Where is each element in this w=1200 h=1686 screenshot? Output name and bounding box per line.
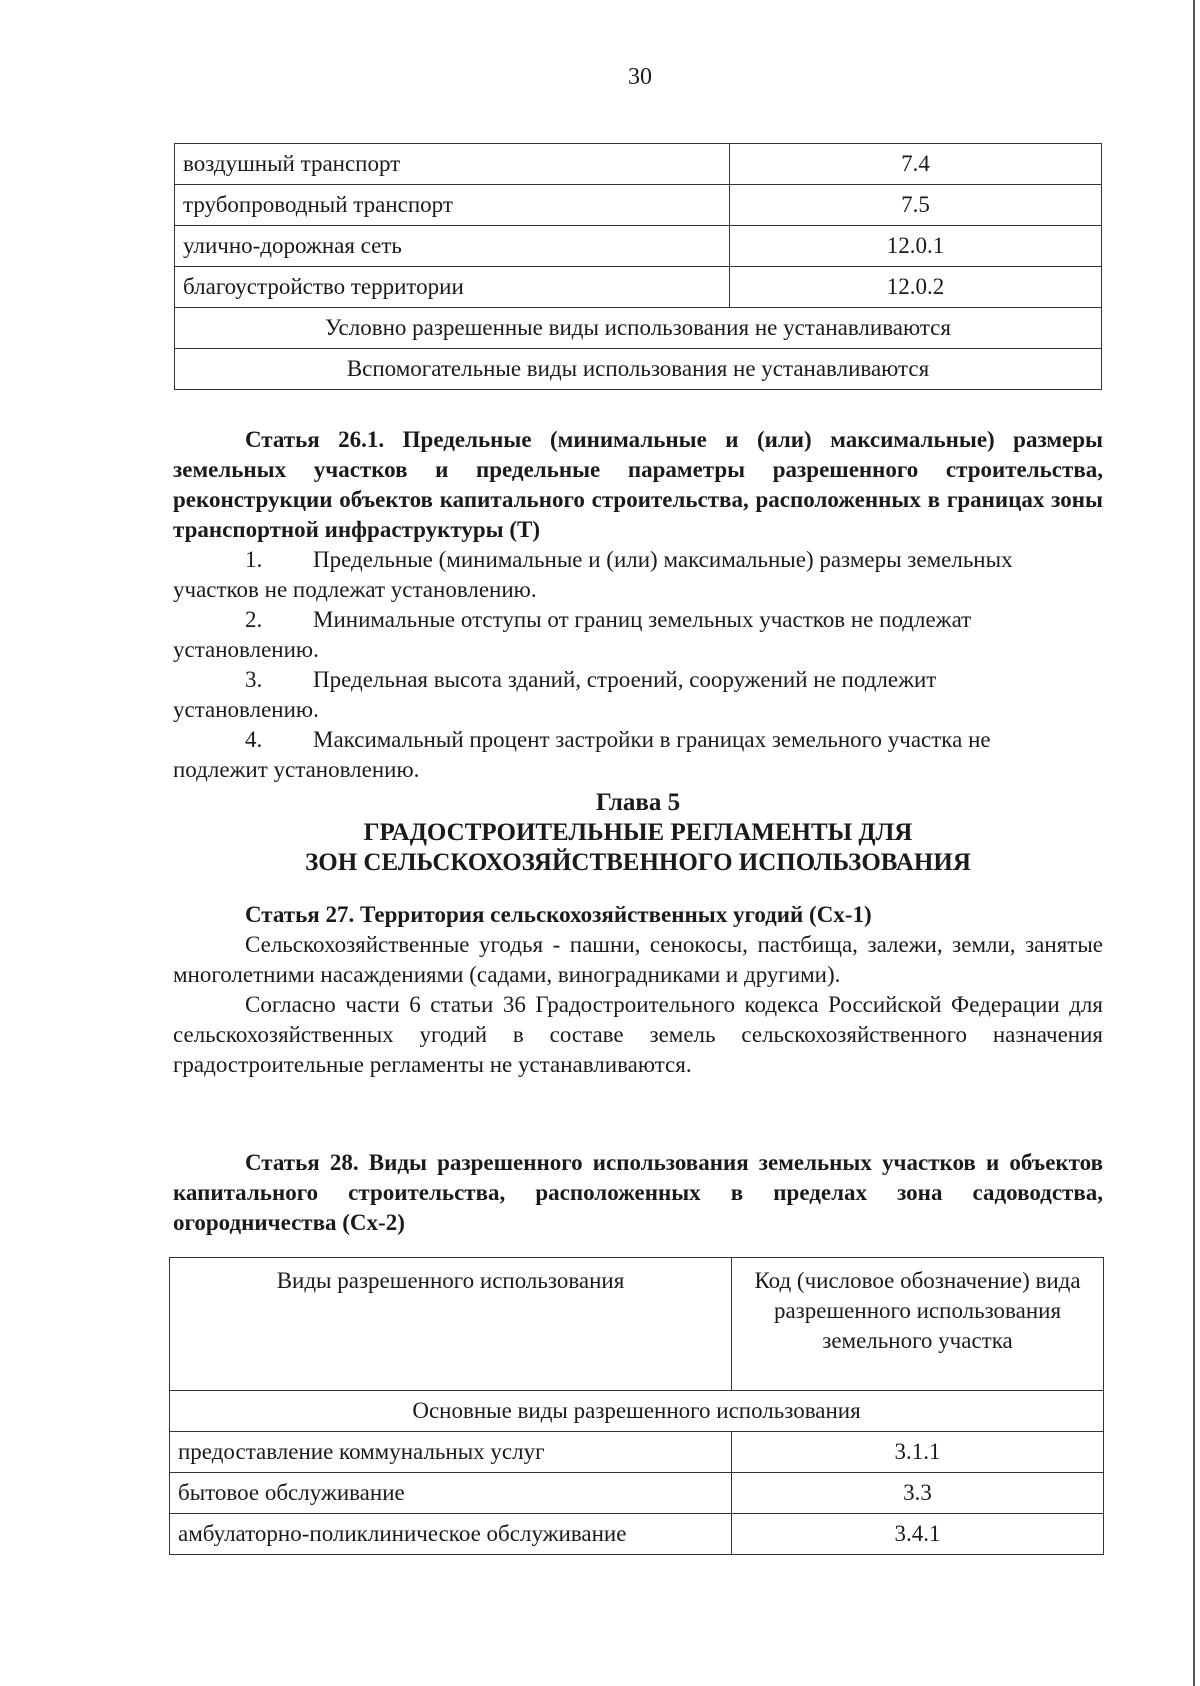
item-number: 1. (245, 547, 263, 572)
use-code: 3.1.1 (732, 1432, 1104, 1473)
use-name: улично-дорожная сеть (175, 226, 730, 267)
table-header-row (170, 1258, 1104, 1391)
article-26-1 (173, 425, 1103, 785)
item-number: 3. (245, 667, 263, 692)
table-row (170, 1514, 1104, 1555)
article-27-heading: Статья 27. Территория сельскохозяйственных угодий (Сх-1) (245, 902, 872, 927)
article-28-heading: Статья 28. Виды разрешенного использования земельных участков и объектов капитального строительства, расположенных в пределах зона садоводства, огородничества (Сх-2) (173, 1150, 1103, 1235)
use-code: 7.4 (730, 144, 1102, 185)
land-use-table-gardening (169, 1257, 1104, 1555)
column-header-use: Виды разрешенного использования (170, 1258, 732, 1391)
item-text: Минимальные отступы от границ земельных участков не подлежат (313, 607, 972, 632)
use-name: воздушный транспорт (175, 144, 730, 185)
use-code: 12.0.2 (730, 267, 1102, 308)
item-text: Предельные (минимальные и (или) максимальные) размеры земельных (313, 547, 1013, 572)
use-name: благоустройство территории (175, 267, 730, 308)
table-row (170, 1473, 1104, 1514)
use-name: амбулаторно-поликлиническое обслуживание (170, 1514, 732, 1555)
article-27-paragraph-2: Согласно части 6 статьи 36 Градостроительного кодекса Российской Федерации для сельскохозяйственных угодий в составе земель сельскохозяйственного назначения градостроительные регламенты не устанавливаются. (173, 992, 1103, 1077)
page-number: 30 (628, 64, 652, 90)
use-name: трубопроводный транспорт (175, 185, 730, 226)
list-item (173, 605, 1103, 635)
item-text: Максимальный процент застройки в границах земельного участка не (313, 727, 991, 752)
list-item (173, 665, 1103, 695)
item-text: Предельная высота зданий, строений, сооружений не подлежит (313, 667, 937, 692)
article-26-1-heading: Статья 26.1. Предельные (минимальные и (или) максимальные) размеры земельных участков и предельные параметры разрешенного строительства, реконструкции объектов капитального строительства, расположенных в границах зоны транспортной инфраструктуры (Т) (173, 427, 1103, 542)
item-continuation: подлежит установлению. (173, 757, 420, 782)
table-row (170, 1391, 1104, 1432)
article-27-paragraph-1: Сельскохозяйственные угодья - пашни, сенокосы, пастбища, залежи, земли, занятые многолетними насаждениями (садами, виноградниками и другими). (173, 932, 1103, 987)
item-continuation: установлению. (173, 697, 319, 722)
table-row (175, 144, 1102, 185)
list-item (173, 545, 1103, 575)
land-use-table-transport (174, 143, 1102, 390)
item-continuation: участков не подлежат установлению. (173, 577, 537, 602)
table-row (175, 185, 1102, 226)
auxiliary-uses-note: Вспомогательные виды использования не устанавливаются (175, 349, 1102, 390)
table-row (175, 267, 1102, 308)
chapter-title-line-1: ГРАДОСТРОИТЕЛЬНЫЕ РЕГЛАМЕНТЫ ДЛЯ (363, 819, 913, 846)
use-code: 3.3 (732, 1473, 1104, 1514)
item-number: 4. (245, 727, 263, 752)
table-row (175, 308, 1102, 349)
use-code: 7.5 (730, 185, 1102, 226)
use-code: 3.4.1 (732, 1514, 1104, 1555)
use-name: предоставление коммунальных услуг (170, 1432, 732, 1473)
item-continuation: установлению. (173, 637, 319, 662)
use-name: бытовое обслуживание (170, 1473, 732, 1514)
item-number: 2. (245, 607, 263, 632)
scan-edge-line (1193, 0, 1195, 1686)
table-row (170, 1432, 1104, 1473)
use-code: 12.0.1 (730, 226, 1102, 267)
conditional-uses-note: Условно разрешенные виды использования не устанавливаются (175, 308, 1102, 349)
section-main-uses: Основные виды разрешенного использования (170, 1391, 1104, 1432)
article-28 (173, 1148, 1103, 1238)
table-row (175, 349, 1102, 390)
column-header-code: Код (числовое обозначение) вида разрешенного использования земельного участка (732, 1258, 1104, 1391)
list-item (173, 725, 1103, 755)
table-row (175, 226, 1102, 267)
chapter-heading (173, 788, 1103, 878)
chapter-label: Глава 5 (595, 789, 681, 816)
article-27 (173, 900, 1103, 1080)
chapter-title-line-2: ЗОН СЕЛЬСКОХОЗЯЙСТВЕННОГО ИСПОЛЬЗОВАНИЯ (305, 849, 971, 876)
